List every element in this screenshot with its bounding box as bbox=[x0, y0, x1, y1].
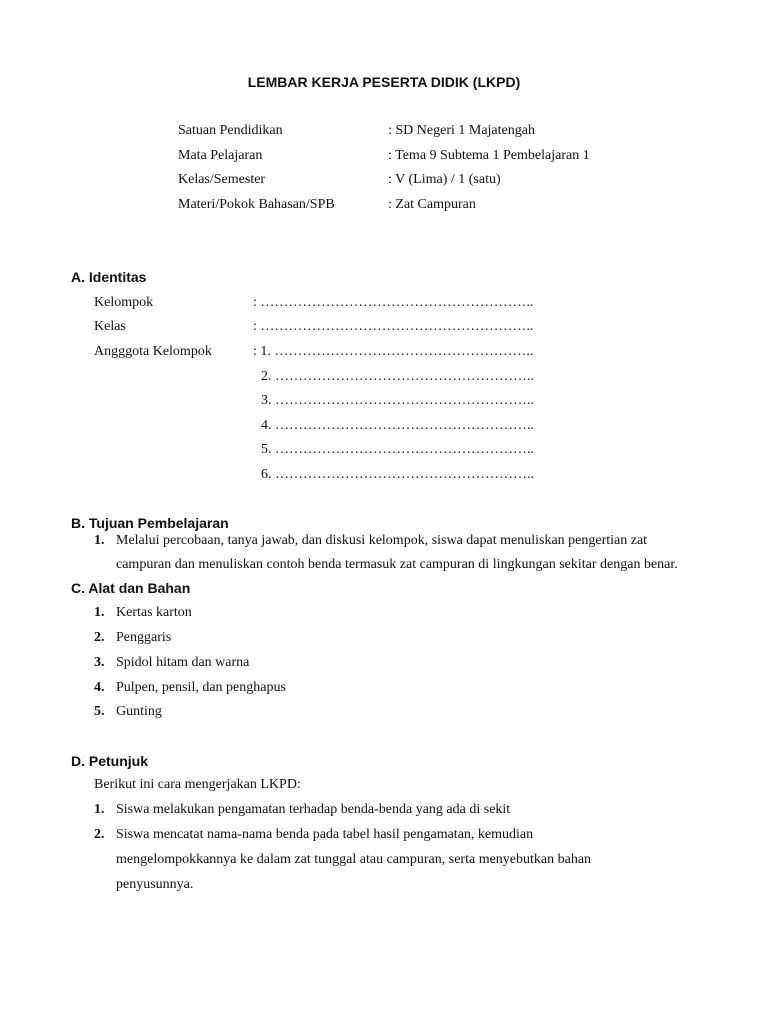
alat-item-text: Spidol hitam dan warna bbox=[116, 655, 250, 670]
info-value-materi: : Zat Campuran bbox=[388, 197, 476, 212]
alat-item-number: 1. bbox=[94, 605, 105, 620]
alat-item-text: Penggaris bbox=[116, 630, 172, 645]
petunjuk-item-number: 1. bbox=[94, 802, 105, 817]
identitas-label-kelas: Kelas bbox=[94, 319, 126, 334]
identitas-field-anggota-5[interactable]: 5. ……………………………………………….. bbox=[261, 442, 534, 457]
tujuan-item-line: campuran dan menuliskan contoh benda termasuk zat campuran di lingkungan sekitar dengan benar. bbox=[116, 557, 678, 572]
identitas-field-anggota-1[interactable]: : 1. ……………………………………………….. bbox=[253, 344, 534, 359]
identitas-field-anggota-3[interactable]: 3. ……………………………………………….. bbox=[261, 393, 534, 408]
section-heading-alat: C. Alat dan Bahan bbox=[71, 580, 191, 596]
identitas-label-kelompok: Kelompok bbox=[94, 295, 154, 310]
info-label-materi: Materi/Pokok Bahasan/SPB bbox=[178, 197, 335, 212]
petunjuk-item-line: mengelompokkannya ke dalam zat tunggal atau campuran, serta menyebutkan bahan bbox=[116, 852, 592, 867]
petunjuk-item-number: 2. bbox=[94, 827, 105, 842]
petunjuk-intro: Berikut ini cara mengerjakan LKPD: bbox=[94, 777, 301, 792]
info-label-mapel: Mata Pelajaran bbox=[178, 148, 263, 163]
section-heading-tujuan: B. Tujuan Pembelajaran bbox=[71, 515, 229, 531]
page-title: LEMBAR KERJA PESERTA DIDIK (LKPD) bbox=[247, 74, 521, 90]
alat-item-text: Kertas karton bbox=[116, 605, 192, 620]
tujuan-item-number: 1. bbox=[94, 533, 105, 548]
petunjuk-item-line: Siswa melakukan pengamatan terhadap benda-benda yang ada di sekit bbox=[116, 802, 511, 817]
petunjuk-item-line: Siswa mencatat nama-nama benda pada tabel hasil pengamatan, kemudian bbox=[116, 827, 534, 842]
section-heading-identitas: A. Identitas bbox=[71, 269, 147, 285]
identitas-field-anggota-6[interactable]: 6. ……………………………………………….. bbox=[261, 467, 534, 482]
alat-item-number: 4. bbox=[94, 680, 105, 695]
identitas-field-kelompok[interactable]: : ………………………………………………….. bbox=[253, 295, 534, 310]
alat-item-number: 5. bbox=[94, 704, 105, 719]
identitas-field-anggota-4[interactable]: 4. ……………………………………………….. bbox=[261, 418, 534, 433]
info-label-kelas: Kelas/Semester bbox=[178, 172, 266, 187]
info-value-kelas: : V (Lima) / 1 (satu) bbox=[388, 172, 501, 187]
alat-item-number: 3. bbox=[94, 655, 105, 670]
alat-item-text: Gunting bbox=[116, 704, 162, 719]
identitas-field-kelas[interactable]: : ………………………………………………….. bbox=[253, 319, 534, 334]
alat-item-text: Pulpen, pensil, dan penghapus bbox=[116, 680, 286, 695]
petunjuk-item-line: penyusunnya. bbox=[116, 877, 194, 892]
tujuan-item-line: Melalui percobaan, tanya jawab, dan diskusi kelompok, siswa dapat menuliskan pengertian zat bbox=[116, 533, 648, 548]
section-heading-petunjuk: D. Petunjuk bbox=[71, 753, 149, 769]
alat-item-number: 2. bbox=[94, 630, 105, 645]
info-value-mapel: : Tema 9 Subtema 1 Pembelajaran 1 bbox=[388, 148, 590, 163]
info-value-satuan: : SD Negeri 1 Majatengah bbox=[388, 123, 535, 138]
identitas-label-anggota: Angggota Kelompok bbox=[94, 344, 212, 359]
info-label-satuan: Satuan Pendidikan bbox=[178, 123, 283, 138]
identitas-field-anggota-2[interactable]: 2. ……………………………………………….. bbox=[261, 369, 534, 384]
